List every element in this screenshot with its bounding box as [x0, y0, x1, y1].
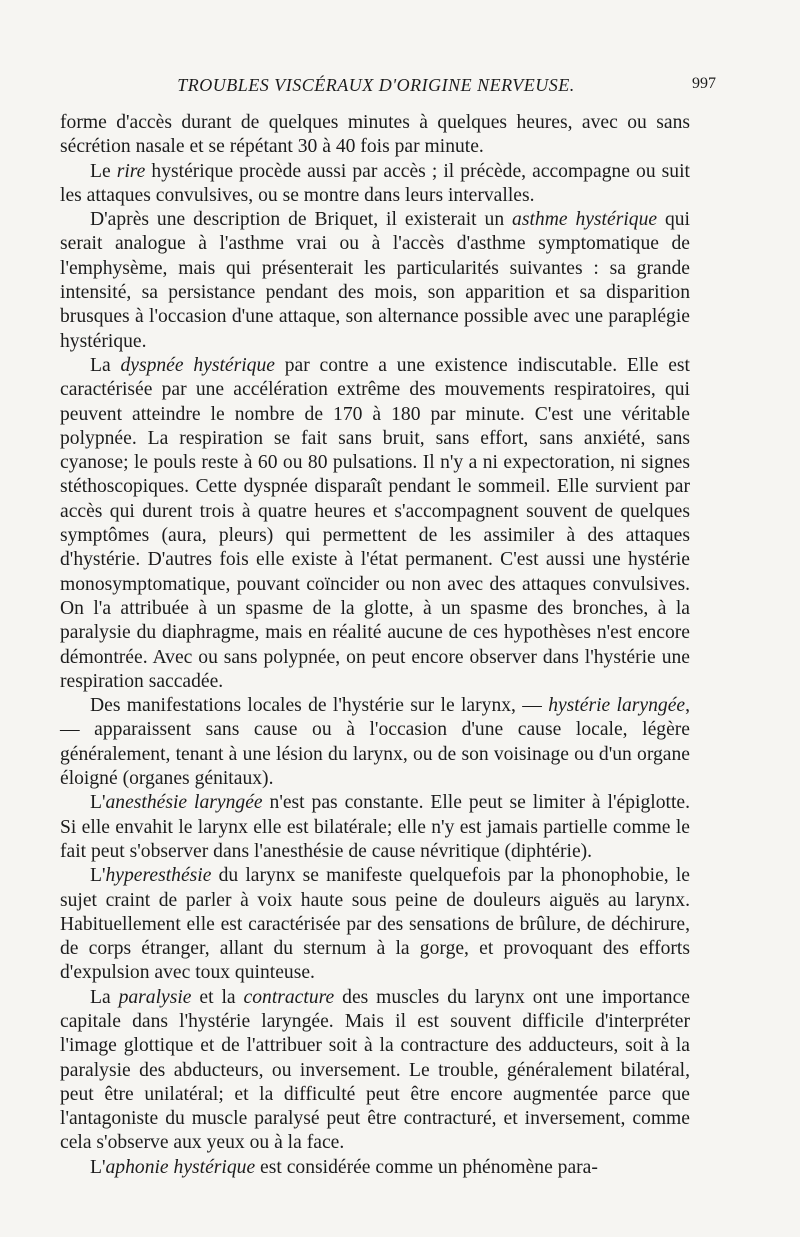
- text-run: L': [90, 865, 106, 887]
- text-run: n'est pas constante. Elle peut se limiter à l'épiglotte. Si elle envahit le larynx elle est bilatérale; elle n'y est jamais partielle comme le fait peut s'observer dans l'anesthésie de cause névritique (diphtérie).: [60, 792, 690, 862]
- paragraph: [60, 208, 690, 354]
- paragraph: [60, 160, 690, 209]
- text-run: Des manifestations locales de l'hystérie sur le larynx, —: [90, 695, 549, 717]
- text-run: par contre a une existence indiscutable. Elle est caractérisée par une accélération extrême des mouvements respiratoires, qui peuvent atteindre le nombre de 170 à 180 par minute. C'est une véritable polypnée. La respiration se fait sans bruit, sans effort, sans anxiété, sans cyanose; le pouls reste à 60 ou 80 pulsations. Il n'y a ni expectoration, ni signes stéthoscopiques. Cette dyspnée disparaît pendant le sommeil. Elle survient par accès qui durent trois à quatre heures et s'accompagnent souvent de quelques symptômes (aura, pleurs) qui permettent de les assimiler à des attaques d'hystérie. D'autres fois elle existe à l'état permanent. C'est aussi une hystérie monosymptomatique, pouvant coïncider ou non avec des attaques convulsives. On l'a attribuée à un spasme de la glotte, à un spasme des bronches, à la paralysie du diaphragme, mais en réalité aucune de ces hypothèses n'est encore démontrée. Avec ou sans polypnée, on peut encore observer dans l'hystérie une respiration saccadée.: [60, 354, 690, 692]
- text-run: hystérique procède aussi par accès ; il précède, accompagne ou suit les attaques convulsives, ou se montre dans leurs intervalles.: [60, 160, 690, 206]
- text-run: qui serait analogue à l'asthme vrai ou à l'accès d'asthme symptomatique de l'emphysème, mais qui présenterait les particularités suivantes : sa grande intensité, sa persistance pendant des mois, son apparition et sa disparition brusques à l'occasion d'une attaque, son alternance possible avec une paraplégie hystérique.: [60, 209, 690, 352]
- text-run: est considérée comme un phénomène para-: [255, 1156, 598, 1178]
- italic-term: anesthésie laryngée: [105, 792, 263, 814]
- text-run: L': [90, 792, 106, 814]
- italic-term: rire: [116, 160, 146, 182]
- italic-term: asthme hystérique: [512, 209, 658, 231]
- italic-term: contracture: [243, 986, 335, 1008]
- text-run: forme d'accès durant de quelques minutes à quelques heures, avec ou sans sécrétion nasale et se répétant 30 à 40 fois par minute.: [60, 112, 690, 158]
- text-run: Le: [90, 160, 117, 182]
- text-run: et la: [191, 986, 244, 1008]
- text-run: du larynx se manifeste quelquefois par la phonophobie, le sujet craint de parler à voix haute sous peine de douleurs aiguës au larynx. Habituellement elle est caractérisée par des sensations de brûlure, de déchirure, de corps étranger, allant du sternum à la gorge, et provoquant des efforts d'expulsion avec toux quinteuse.: [60, 865, 690, 984]
- paragraph: [60, 864, 690, 985]
- italic-term: dyspnée hystérique: [120, 354, 275, 376]
- text-run: L': [90, 1156, 106, 1178]
- paragraph: [60, 1156, 690, 1180]
- paragraph: [60, 111, 690, 160]
- page-header: [60, 75, 716, 101]
- text-run: des muscles du larynx ont une importance capitale dans l'hystérie laryngée. Mais il est souvent difficile d'interpréter l'image glottique et de l'attribuer soit à la contracture des adducteurs, soit à la paralysie des abducteurs, ou inversement. Le trouble, généralement bilatéral, peut être unilatéral; et la difficulté peut être encore augmentée parce que l'antagoniste du muscle paralysé peut être contracturé, et inversement, comme cela s'observe aux yeux ou à la face.: [60, 986, 690, 1154]
- text-run: , — apparaissent sans cause ou à l'occasion d'une cause locale, légère généralement, tenant à une lésion du larynx, ou de son voisinage ou d'un organe éloigné (organes génitaux).: [60, 695, 690, 790]
- running-title: TROUBLES VISCÉRAUX D'ORIGINE NERVEUSE.: [177, 75, 575, 95]
- paragraph: [60, 694, 690, 791]
- paragraph: [60, 986, 690, 1156]
- text-run: D'après une description de Briquet, il existerait un: [90, 209, 513, 231]
- italic-term: hystérie laryngée: [548, 695, 686, 717]
- paragraph: [60, 354, 690, 694]
- body-text: [60, 111, 690, 1180]
- page-number: 997: [692, 75, 716, 92]
- italic-term: paralysie: [118, 986, 192, 1008]
- text-run: La: [90, 354, 121, 376]
- paragraph: [60, 791, 690, 864]
- italic-term: aphonie hystérique: [105, 1156, 256, 1178]
- text-run: La: [90, 986, 119, 1008]
- italic-term: hyperesthésie: [105, 865, 212, 887]
